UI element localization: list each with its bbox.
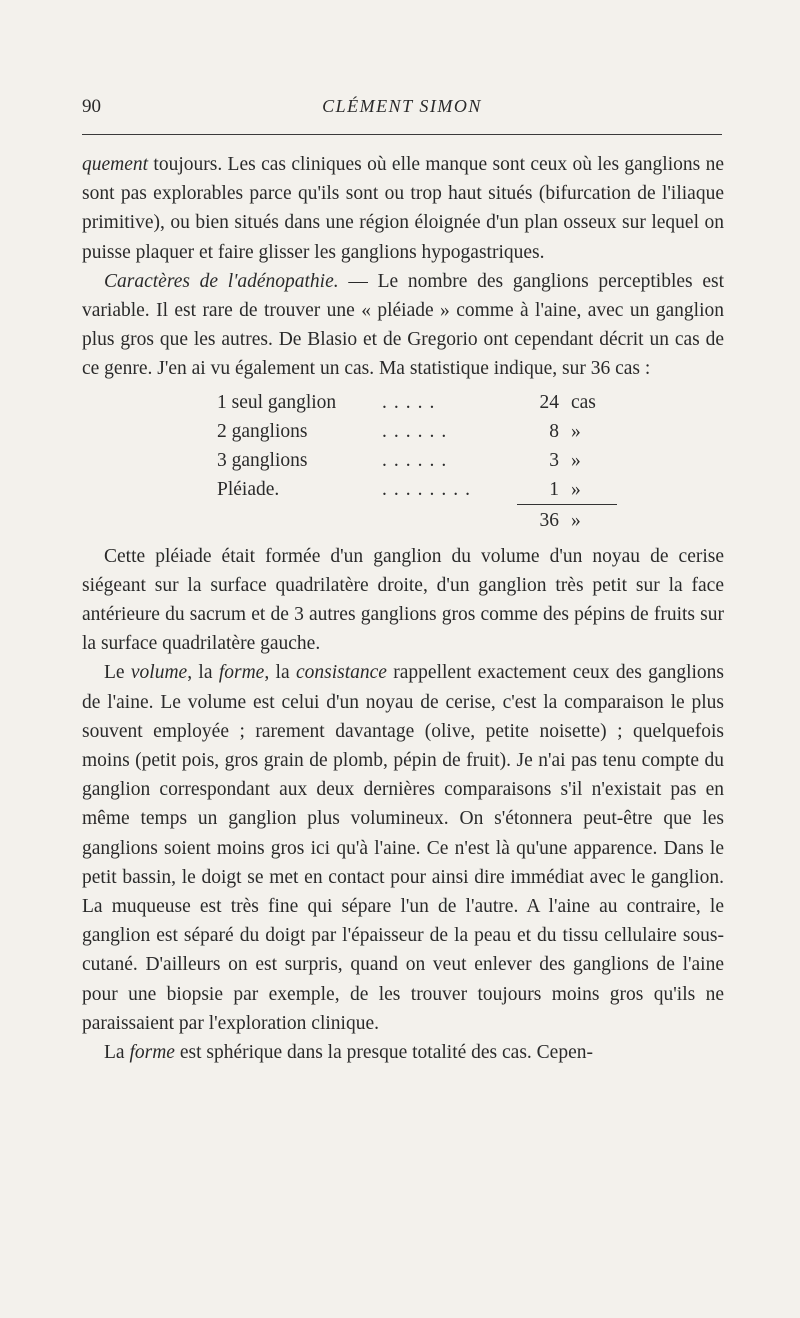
stats-row-leader: ...... xyxy=(382,450,454,471)
stats-row-count: 3 xyxy=(549,450,559,471)
running-head: CLÉMENT SIMON xyxy=(322,96,482,116)
stats-total-count: 36 xyxy=(539,510,559,532)
paragraph-4-text: , la xyxy=(264,662,296,684)
stats-row-unit: » xyxy=(571,450,581,471)
stats-row xyxy=(217,446,617,475)
stats-row-leader: ........ xyxy=(382,479,477,501)
stats-row-count: 1 xyxy=(549,479,559,501)
statistics-table xyxy=(217,388,617,536)
stats-total-unit: » xyxy=(571,510,581,532)
stats-row-label: 3 ganglions xyxy=(217,450,308,471)
stats-total-row xyxy=(217,506,617,535)
page-header xyxy=(82,96,722,126)
paragraph-1 xyxy=(82,150,724,267)
paragraph-4-text: Le xyxy=(104,662,131,684)
section-heading-caracteres: Caractères de l'adénopathie. xyxy=(104,270,339,292)
paragraph-3 xyxy=(82,542,724,659)
paragraph-5 xyxy=(82,1038,724,1067)
stats-row-leader: ...... xyxy=(382,420,454,442)
term-consistance: consistance xyxy=(295,662,387,684)
paragraph-5-text: La xyxy=(104,1042,130,1064)
stats-row-unit: » xyxy=(571,420,581,442)
term-forme: forme xyxy=(129,1042,175,1064)
paragraph-1-text: toujours. Les cas cliniques où elle manque sont ceux où les ganglions ne sont pas explorables parce qu'ils sont ou trop haut situés (bifurcation de l'iliaque primitive), ou bien situés dans une région éloignée d'un plan osseux sur lequel on puisse plaquer et faire glisser les ganglions hypogastriques. xyxy=(82,154,724,263)
stats-row xyxy=(217,388,617,417)
term-forme: forme xyxy=(218,662,265,684)
header-rule xyxy=(82,134,722,135)
stats-row-count: 24 xyxy=(539,391,559,413)
stats-row-unit: » xyxy=(571,479,581,501)
paragraph-4-text: rappellent exactement ceux des ganglions de l'aine. Le volume est celui d'un noyau de cerise, c'est la comparaison le plus souvent employée ; rarement davantage (olive, petite noisette) ; quelquefois moins (petit pois, gros grain de plomb, pépin de fruit). Je n'ai pas tenu compte du ganglion correspondant aux deux dernières comparaisons s'il n'existait pas en même temps un ganglion plus volumineux. On s'étonnera peut-être que les ganglions soient moins gros ici qu'à l'aine. Ce n'est là qu'une apparence. Dans le petit bassin, le doigt se met en contact pour ainsi dire immédiat avec le ganglion. La muqueuse est très fine qui sépare l'un de l'autre. A l'aine au contraire, le ganglion est séparé du doigt par l'épaisseur de la peau et du tissu cellulaire sous-cutané. D'ailleurs on est surpris, quand on veut enlever des ganglions de l'aine pour une biopsie par exemple, de les trouver toujours moins gros qu'ils ne paraissaient par l'exploration clinique. xyxy=(82,662,724,1034)
stats-row-count: 8 xyxy=(549,420,559,442)
term-volume: volume xyxy=(130,662,188,684)
stats-row-label: 1 seul ganglion xyxy=(217,391,337,413)
stats-row-unit: cas xyxy=(571,391,596,413)
page-number: 90 xyxy=(82,96,101,117)
paragraph-1-italic: quement xyxy=(82,154,149,175)
paragraph-3-text: Cette pléiade était formée d'un ganglion du volume d'un noyau de cerise siégeant sur la surface quadrilatère droite, d'un ganglion très petit sur la face antérieure du sacrum et de 3 autres ganglions gros comme des pépins de fruits sur la surface quadrilatère gauche. xyxy=(82,545,724,655)
body-text xyxy=(82,150,724,1067)
stats-row-label: Pléiade. xyxy=(217,479,280,501)
paragraph-2-text: — Le nombre des ganglions perceptibles est variable. Il est rare de trouver une « pléiade » comme à l'aine, avec un ganglion plus gros que les autres. De Blasio et de Gregorio ont cependant décrit un cas de ce genre. J'en ai vu également un cas. Ma statistique indique, sur 36 cas : xyxy=(82,270,724,380)
paragraph-5-text: est sphérique dans la presque totalité des cas. Cepen- xyxy=(174,1042,593,1064)
paragraph-4-text: , la xyxy=(187,662,219,684)
stats-row xyxy=(217,417,617,446)
stats-row xyxy=(217,475,617,504)
paragraph-4 xyxy=(82,658,724,1038)
stats-row-leader: ..... xyxy=(382,391,442,413)
stats-row-label: 2 ganglions xyxy=(217,420,308,442)
paragraph-2 xyxy=(82,267,724,384)
